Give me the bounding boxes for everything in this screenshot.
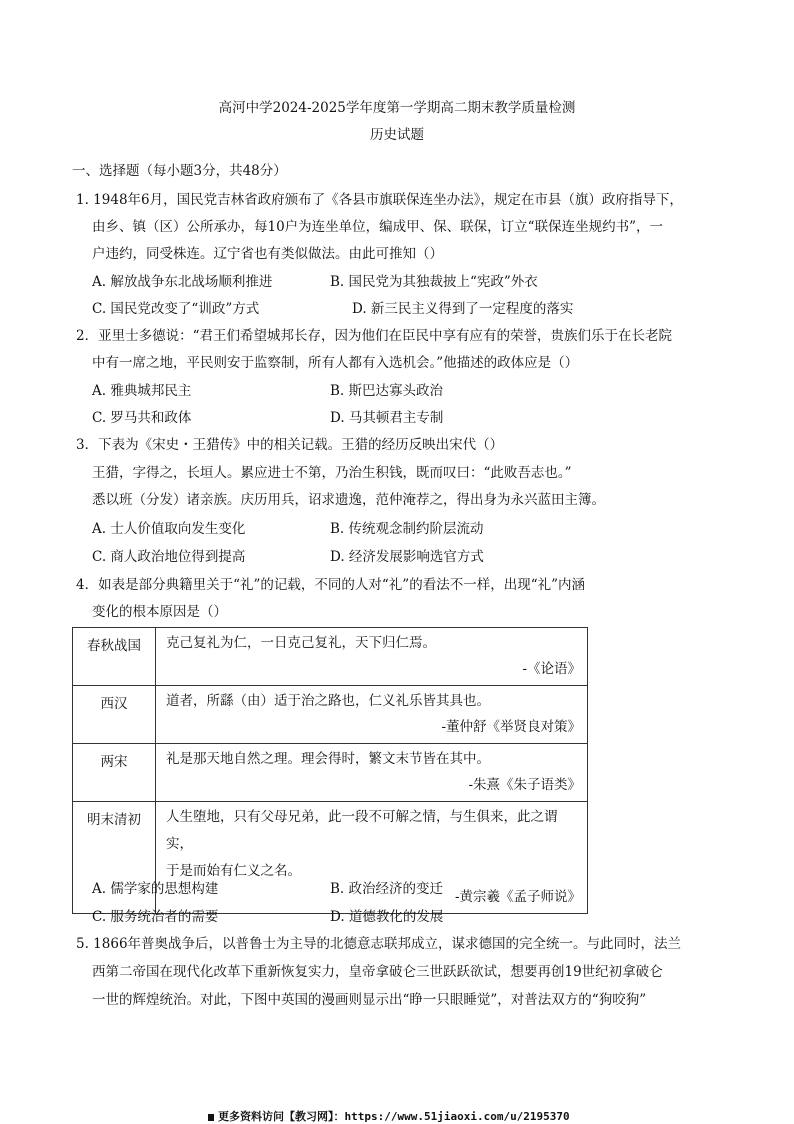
footer-text[interactable]: 更多资料访问【教习网】：https://www.51jiaoxi.com/u/2195370 [218, 1110, 570, 1123]
era-cell: 明末清初 [73, 802, 156, 914]
era-cell: 春秋战国 [73, 628, 156, 686]
quote-text: 克己复礼为仁，一日克己复礼，天下归仁焉。 [166, 635, 436, 651]
quote-text: 人生堕地，只有父母兄弟，此一段不可解之情，与生俱来，此之谓实， [166, 809, 558, 852]
era-cell: 两宋 [73, 744, 156, 802]
quote-source: -《论语》 [522, 661, 581, 677]
question-line: 3．下表为《宋史・王猎传》中的相关记载。王猎的经历反映出宋代（） [76, 437, 504, 453]
quote-cell [156, 686, 588, 744]
option-a[interactable]: A. 儒学家的思想构建 [92, 881, 219, 897]
question-line: 中有一席之地，平民则安于监察制，所有人都有入选机会。”他描述的政体应是（） [92, 355, 579, 371]
li-records-table [72, 627, 588, 914]
option-d[interactable]: D. 经济发展影响选官方式 [330, 549, 484, 565]
quote-text: 礼是那天地自然之理。理会得时，繁文末节皆在其中。 [166, 751, 490, 767]
option-c[interactable]: C. 商人政治地位得到提高 [92, 549, 246, 565]
table-row [73, 628, 588, 686]
option-d[interactable]: D. 马其顿君主专制 [330, 410, 444, 426]
exam-title: 高河中学2024-2025学年度第一学期高二期末教学质量检测 [218, 100, 576, 116]
excerpt-line: 悉以班（分发）诸亲族。庆历用兵，诏求遗逸，范仲淹荐之，得出身为永兴蓝田主簿。 [92, 492, 605, 508]
option-a[interactable]: A. 士人价值取向发生变化 [92, 521, 246, 537]
question-line: 4．如表是部分典籍里关于“礼”的记载，不同的人对“礼”的看法不一样，出现“礼”内涵 [76, 577, 585, 593]
question-line: 西第二帝国在现代化改革下重新恢复实力，皇帝拿破仑三世跃跃欲试，想要再创19世纪初拿破仑 [92, 964, 663, 980]
flag-icon [208, 1114, 214, 1121]
question-line: 变化的根本原因是（） [92, 604, 227, 620]
option-a[interactable]: A. 雅典城邦民主 [92, 383, 192, 399]
question-line: 2．亚里士多德说：“君王们希望城邦长存，因为他们在臣民中享有应有的荣誉，贵族们乐于在长老院 [76, 328, 672, 344]
question-line: 户违约，同受株连。辽宁省也有类似做法。由此可推知（） [92, 246, 443, 262]
question-line: 一世的辉煌统治。对此，下图中英国的漫画则显示出“睁一只眼睡觉”，对普法双方的“狗咬狗” [92, 992, 647, 1008]
quote-source: -董仲舒《举贤良对策》 [441, 719, 581, 735]
table-row [73, 744, 588, 802]
section-heading: 一、选择题（每小题3分，共48分） [72, 163, 287, 179]
table-row [73, 686, 588, 744]
quote-text: 道者，所繇（由）适于治之路也，仁义礼乐皆其具也。 [166, 693, 490, 709]
question-line: 5. 1866年普奥战争后，以普鲁士为主导的北德意志联邦成立，谋求德国的完全统一。与此同时，法兰 [76, 936, 682, 952]
option-b[interactable]: B. 传统观念制约阶层流动 [330, 521, 484, 537]
option-a[interactable]: A. 解放战争东北战场顺利推进 [92, 274, 273, 290]
option-c[interactable]: C. 国民党改变了“训政”方式 [92, 301, 260, 317]
quote-text: 于是而始有仁义之名。 [166, 863, 301, 879]
question-line: 由乡、镇（区）公所承办，每10户为连坐单位，编成甲、保、联保，订立“联保连坐规约书”，一 [92, 219, 663, 235]
excerpt-line: 王猎，字得之，长垣人。累应进士不第，乃治生积钱，既而叹曰：“此败吾志也。” [92, 465, 572, 481]
option-b[interactable]: B. 国民党为其独裁披上“宪政”外衣 [330, 274, 538, 290]
question-line: 1. 1948年6月，国民党吉林省政府颁布了《各县市旗联保连坐办法》，规定在市县（旗）政府指导下， [76, 192, 683, 208]
quote-cell [156, 744, 588, 802]
option-c[interactable]: C. 服务统治者的需要 [92, 909, 219, 925]
exam-subtitle: 历史试题 [370, 127, 424, 143]
era-cell: 西汉 [73, 686, 156, 744]
option-c[interactable]: C. 罗马共和政体 [92, 410, 192, 426]
option-d[interactable]: D. 道德教化的发展 [330, 909, 444, 925]
footer-link[interactable] [208, 1108, 570, 1124]
option-b[interactable]: B. 政治经济的变迁 [330, 881, 444, 897]
quote-source: -黄宗羲《孟子师说》 [454, 889, 581, 905]
option-d[interactable]: D. 新三民主义得到了一定程度的落实 [352, 301, 574, 317]
quote-source: -朱熹《朱子语类》 [468, 777, 581, 793]
quote-cell [156, 628, 588, 686]
option-b[interactable]: B. 斯巴达寡头政治 [330, 383, 444, 399]
